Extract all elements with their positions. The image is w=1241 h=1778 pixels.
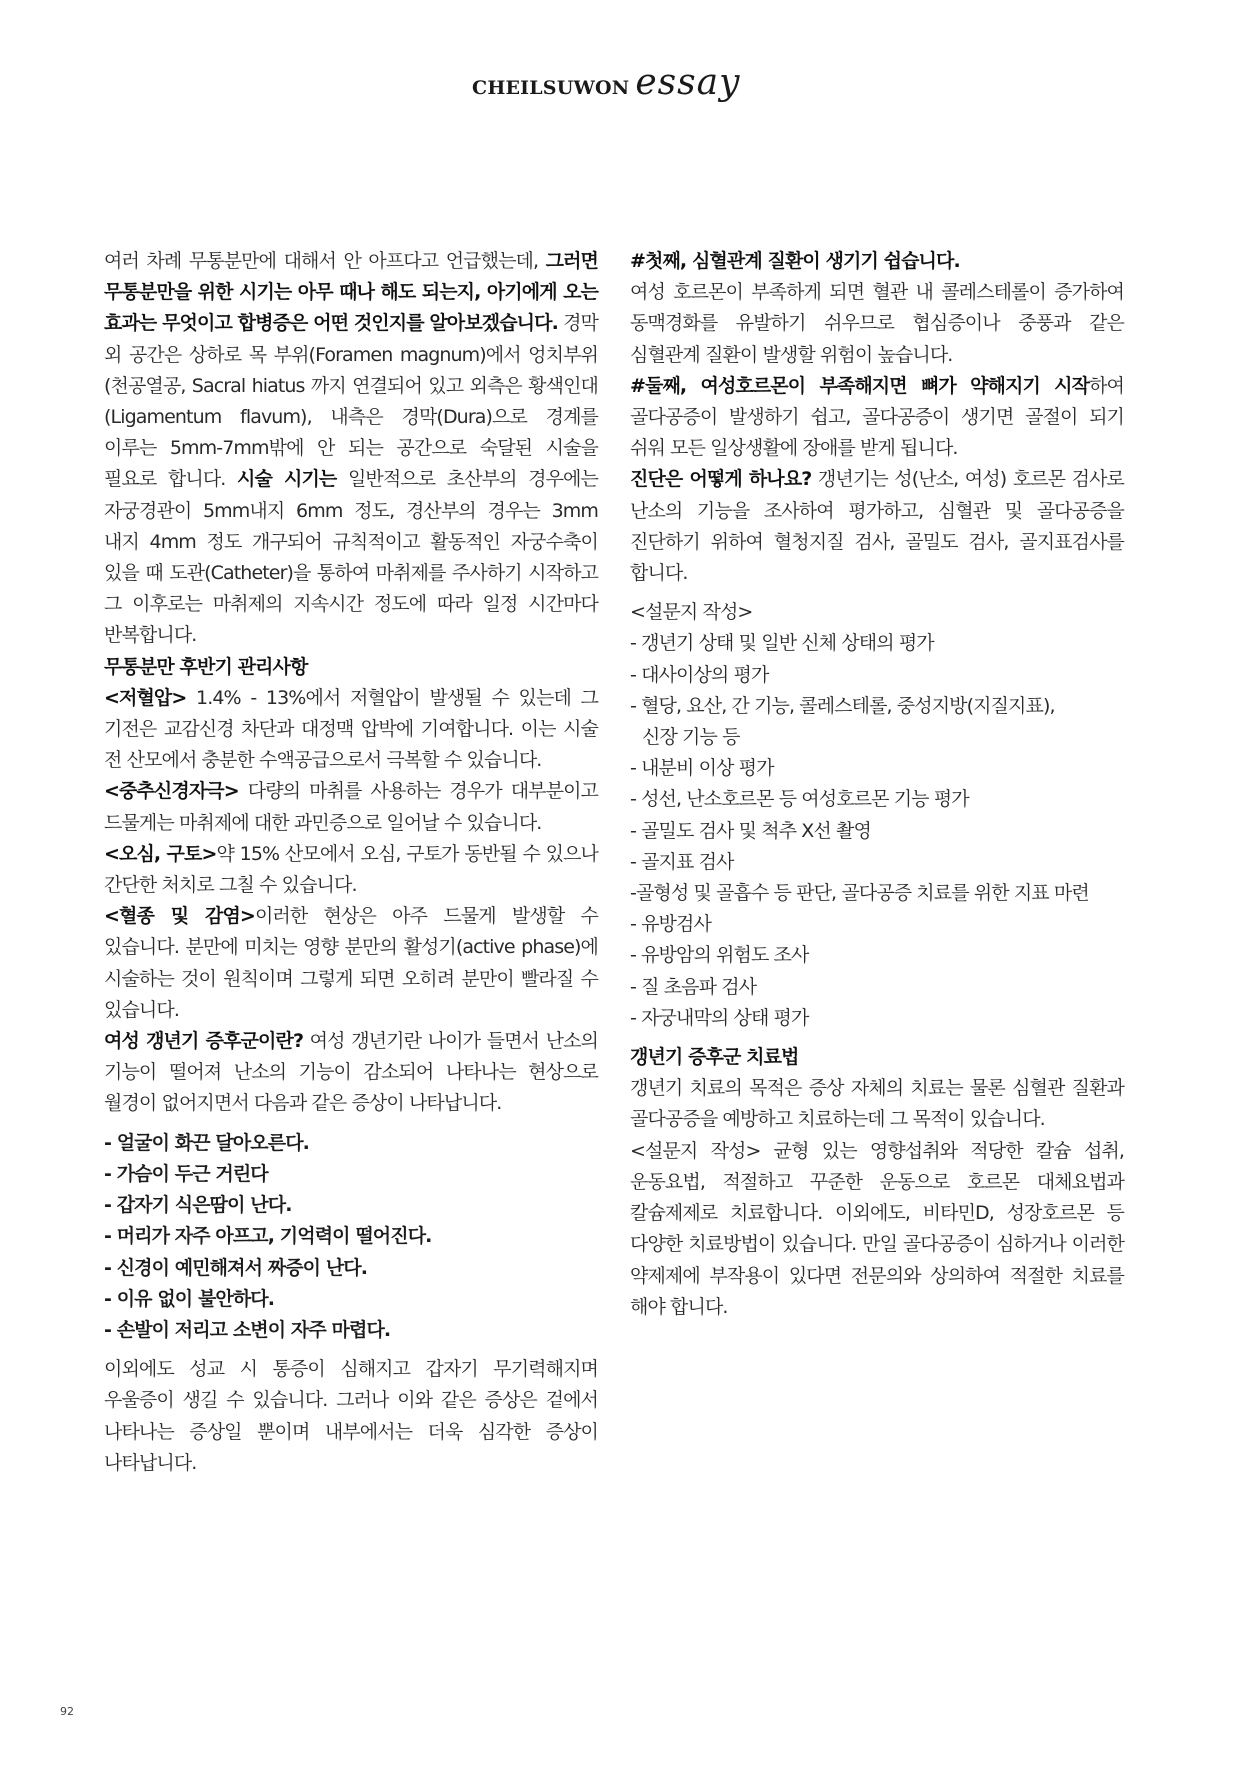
list-item: - 내분비 이상 평가 [630,757,774,780]
survey-title: <설문지 작성> [630,601,753,624]
spacer [630,589,1124,597]
page-number: 92 [60,1705,74,1718]
management-item: <오심, 구토>약 15% 산모에서 오심, 구토가 동반될 수 있으나 간단한 처치로 그칠 수 있습니다. [104,842,598,897]
intro-question: 그러면 무통분만을 위한 시기는 아무 때나 해도 되는지, 아기에게 오는 효과는 무엇이고 합병증은 어떤 것인지를 알아보겠습니다. [104,250,598,335]
list-item: - 골밀도 검사 및 척추 X선 촬영 [630,819,871,842]
first-heading: #첫째, 심혈관계 질환이 생기기 쉽습니다. [630,250,960,272]
timing-label: 시술 시기는 [236,468,337,491]
list-item: 신장 기능 등 [642,726,740,749]
list-item: - 질 초음파 검사 [630,975,757,998]
list-item: - 이유 없이 불안하다. [104,1287,275,1310]
management-heading: 무통분만 후반기 관리사항 [104,655,308,678]
management-item: <혈종 및 감염>이러한 현상은 아주 드물게 발생할 수 있습니다. 분만에 미치는 영향 분만의 활성기(active phase)에 시술하는 것이 원칙이며 그렇게 되면 오히려 분만이 빨라질 수 있습니다. [104,905,598,1021]
first-paragraph: 여성 호르몬이 부족하게 되면 혈관 내 콜레스테롤이 증가하여 동맥경화를 유발하기 쉬우므로 협심증이나 중풍과 같은 심혈관계 질환이 발생할 위험이 높습니다. [630,281,1124,366]
left-column [104,246,598,1479]
section-title: essay [635,62,741,103]
treatment-heading: 갱년기 증후군 치료법 [630,1046,799,1069]
diagnosis-question: 진단은 어떻게 하나요? [630,468,812,491]
list-item: -골형성 및 골흡수 등 판단, 골다공증 치료를 위한 지표 마련 [630,882,1089,905]
menopause-paragraph: 여성 갱년기 증후군이란? 여성 갱년기란 나이가 들면서 난소의 기능이 떨어져 난소의 기능이 감소되어 나타나는 현상으로 월경이 없어지면서 다음과 같은 증상이 나타납니다. [104,1030,598,1115]
list-item: - 유방검사 [630,913,711,936]
management-item: <저혈압> 1.4% - 13%에서 저혈압이 발생될 수 있는데 그 기전은 교감신경 차단과 대정맥 압박에 기여합니다. 이는 시술 전 산모에서 충분한 수액공급으로서 극복할 수 있습니다. [104,686,598,772]
list-item: - 자궁내막의 상태 평가 [630,1006,809,1029]
spacer [630,1034,1124,1042]
diagnosis-paragraph: 진단은 어떻게 하나요? 갱년기는 성(난소, 여성) 호르몬 검사로 난소의 기능을 조사하여 평가하고, 심혈관 및 골다공증을 진단하기 위하여 혈청지질 검사, 골밀도 검사, 골지표검사를 합니다. [630,468,1124,585]
list-item: - 골지표 검사 [630,850,734,873]
list-item: - 갱년기 상태 및 일반 신체 상태의 평가 [630,632,934,655]
list-item: - 머리가 자주 아프고, 기억력이 떨어진다. [104,1225,432,1248]
management-item: <중추신경자극> 다량의 마취를 사용하는 경우가 대부분이고 드물게는 마취제에 대한 과민증으로 일어날 수 있습니다. [104,780,598,834]
list-item: - 대사이상의 평가 [630,663,769,686]
list-item: - 신경이 예민해져서 짜증이 난다. [104,1256,368,1279]
symptom-list [104,1128,598,1346]
treatment-paragraph: 갱년기 치료의 목적은 증상 자체의 치료는 물론 심혈관 질환과 골다공증을 예방하고 치료하는데 그 목적이 있습니다. [630,1077,1124,1131]
list-item: - 손발이 저리고 소변이 자주 마렵다. [104,1318,391,1341]
list-item: - 갑자기 식은땀이 난다. [104,1194,292,1217]
right-column [630,246,1124,1323]
second-paragraph: #둘째, 여성호르몬이 부족해지면 뼈가 약해지기 시작하여 골다공증이 발생하기 쉽고, 골다공증이 생기면 골절이 되기 쉬워 모든 일상생활에 장애를 받게 됩니다. [630,374,1124,460]
survey-list [630,628,1124,1034]
menopause-question: 여성 갱년기 증후군이란? [104,1030,304,1053]
treatment-detail-paragraph: <설문지 작성> 균형 있는 영향섭취와 적당한 칼슘 섭취, 운동요법, 적절하고 꾸준한 운동으로 호르몬 대체요법과 칼슘제제로 치료합니다. 이외에도, 비타민D, 성장호르몬 등 다양한 치료방법이 있습니다. 만일 골다공증이 심하거나 이러한 약제제에 부작용이 있다면 전문의와 상의하여 적절한 치료를 해야 합니다. [630,1139,1124,1318]
outro-paragraph: 이외에도 성교 시 통증이 심해지고 갑자기 무기력해지며 우울증이 생길 수 있습니다. 그러나 이와 같은 증상은 겉에서 나타나는 증상일 뿐이며 내부에서는 더욱 심각한 증상이 나타납니다. [104,1358,598,1474]
list-item: - 얼굴이 화끈 달아오른다. [104,1131,309,1154]
list-item: - 유방암의 위험도 조사 [630,944,809,967]
list-item: - 성선, 난소호르몬 등 여성호르몬 기능 평가 [630,788,969,811]
list-item: - 혈당, 요산, 간 기능, 콜레스테롤, 중성지방(지질지표), [630,694,1055,717]
list-item: - 가슴이 두근 거린다 [104,1162,268,1185]
page-header [472,62,740,103]
brand-name: CHEILSUWON [472,77,630,99]
second-heading: #둘째, 여성호르몬이 부족해지면 뼈가 약해지기 시작 [630,374,1090,397]
intro-paragraph: 여러 차례 무통분만에 대해서 안 아프다고 언급했는데, 그러면 무통분만을 위한 시기는 아무 때나 해도 되는지, 아기에게 오는 효과는 무엇이고 합병증은 어떤 것인지를 알아보겠습니다. 경막 외 공간은 상하로 목 부위(Foramen magnum)에서 엉치부위(천공열공, Sacral hiatus 까지 연결되어 있고 외측은 황색인대(Ligamentum flavum), 내측은 경막(Dura)으로 경계를 이루는 5mm-7mm밖에 안 되는 공간으로 숙달된 시술을 필요로 합니다. 시술 시기는 일반적으로 초산부의 경우에는 자궁경관이 5mm내지 6mm 정도, 경산부의 경우는 3mm 내지 4mm 정도 개구되어 규칙적이고 활동적인 자궁수축이 있을 때 도관(Catheter)을 통하여 마취제를 주사하기 시작하고 그 이후로는 마취제의 지속시간 정도에 따라 일정 시간마다 반복합니다. [104,250,598,647]
